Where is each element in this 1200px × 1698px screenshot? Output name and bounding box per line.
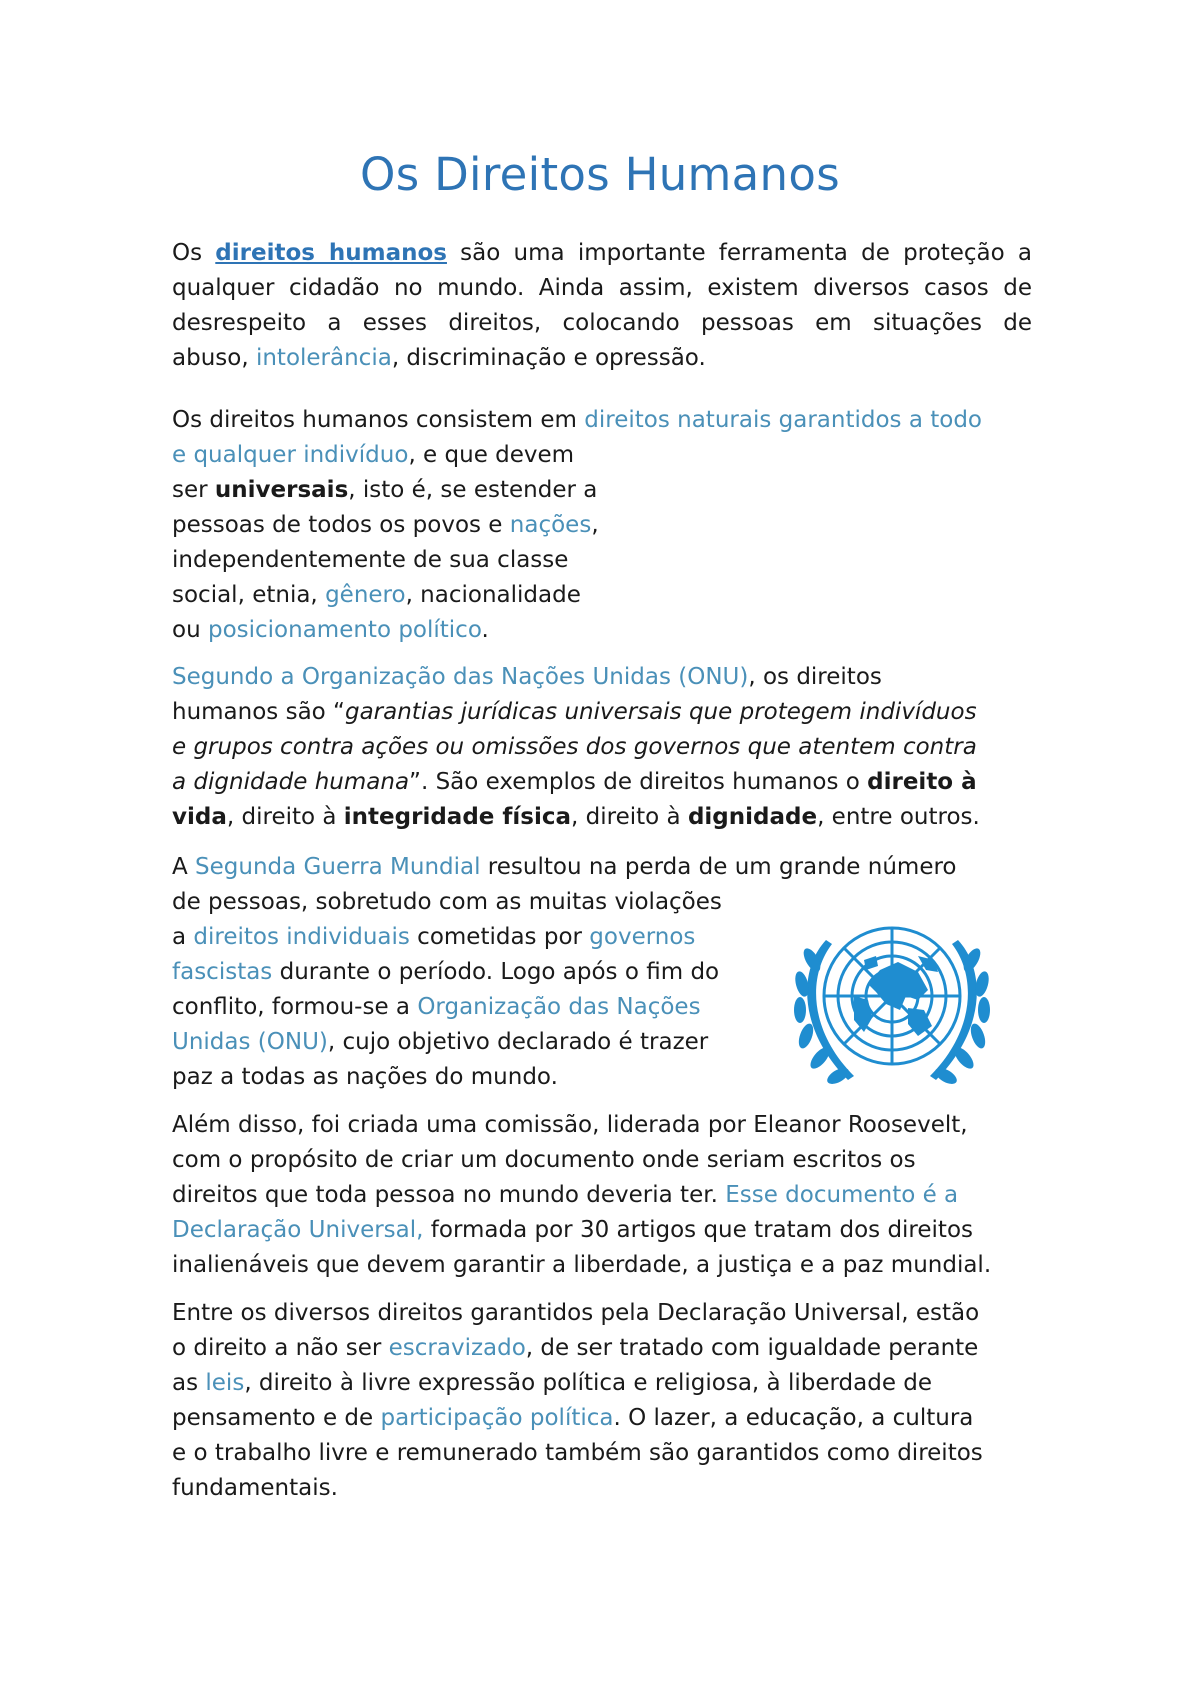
link-segundo-onu[interactable]: Segundo a Organização das Nações Unidas (ONU): [172, 664, 749, 690]
bold-term: vida: [172, 804, 227, 830]
paragraph-definition: [172, 403, 1032, 648]
text-run: , de ser tratado com igualdade perante: [525, 1335, 979, 1361]
text-line: [172, 613, 1032, 648]
link-direitos-humanos[interactable]: direitos humanos: [215, 240, 447, 266]
text-line: Entre os diversos direitos garantidos pela Declaração Universal, estão: [172, 1300, 980, 1326]
text-run: ”. São exemplos de direitos humanos o: [409, 769, 868, 795]
text-run: humanos são “: [172, 699, 345, 725]
text-run: , discriminação e opressão.: [391, 345, 706, 371]
link-posicionamento-politico[interactable]: posicionamento político: [207, 617, 482, 643]
link-governos-fascistas[interactable]: governos: [589, 924, 696, 950]
bold-term: direito à: [867, 769, 977, 795]
text-line: desrespeito a esses direitos, colocando pessoas em situações de: [172, 310, 1032, 336]
text-run: pessoas de todos os povos e: [172, 512, 510, 538]
text-run: , direito à livre expressão política e religiosa, à liberdade de: [244, 1370, 933, 1396]
text-line: [172, 403, 1032, 438]
link-governos-fascistas-cont[interactable]: fascistas: [172, 959, 273, 985]
text-line: e o trabalho livre e remunerado também são garantidos como direitos: [172, 1440, 983, 1466]
text-run: , cujo objetivo declarado é trazer: [327, 1029, 709, 1055]
text-line: de pessoas, sobretudo com as muitas violações: [172, 889, 722, 915]
text-line: [172, 578, 1032, 613]
bold-term: integridade física: [343, 804, 572, 830]
text-run: formada por 30 artigos que tratam dos direitos: [423, 1217, 973, 1243]
link-organizacao-nacoes-unidas[interactable]: Organização das Nações: [417, 994, 701, 1020]
text-run: conflito, formou-se a: [172, 994, 418, 1020]
italic-quote: e grupos contra ações ou omissões dos governos que atentem contra: [172, 734, 977, 760]
link-leis[interactable]: leis: [205, 1370, 245, 1396]
text-run: direitos que toda pessoa no mundo deveria ter.: [172, 1182, 726, 1208]
text-run: .: [481, 617, 489, 643]
text-line: [172, 850, 1032, 885]
text-run: cometidas por: [409, 924, 590, 950]
text-run: ser: [172, 477, 215, 503]
text-run: durante o período. Logo após o fim do: [272, 959, 720, 985]
text-line: qualquer cidadão no mundo. Ainda assim, existem diversos casos de: [172, 275, 1032, 301]
text-line: paz a todas as nações do mundo.: [172, 1064, 558, 1090]
text-run: ou: [172, 617, 208, 643]
link-participacao-politica[interactable]: participação política: [380, 1405, 614, 1431]
text-line: [172, 438, 1032, 473]
text-line: [172, 730, 1032, 765]
italic-quote: a dignidade humana: [172, 769, 410, 795]
text-run: pensamento e de: [172, 1405, 381, 1431]
text-line: Além disso, foi criada uma comissão, liderada por Eleanor Roosevelt,: [172, 1112, 968, 1138]
link-direitos-naturais[interactable]: direitos naturais garantidos a todo: [584, 407, 982, 433]
text-run: , nacionalidade: [405, 582, 581, 608]
link-esse-documento[interactable]: Esse documento é a: [725, 1182, 959, 1208]
text-run: a: [172, 924, 194, 950]
text-run: Os: [172, 240, 216, 266]
text-run: . O lazer, a educação, a cultura: [613, 1405, 974, 1431]
link-nacoes[interactable]: nações: [509, 512, 592, 538]
text-line: [172, 1366, 1032, 1401]
text-line: fundamentais.: [172, 1475, 338, 1501]
text-run: , direito à: [571, 804, 688, 830]
text-run: ,: [591, 512, 599, 538]
text-line: [172, 1213, 1032, 1248]
italic-quote: garantias jurídicas universais que protegem indivíduos: [344, 699, 977, 725]
paragraph-rights-list: [172, 1296, 1032, 1506]
link-qualquer-individuo[interactable]: e qualquer indivíduo: [172, 442, 409, 468]
link-escravizado[interactable]: escravizado: [388, 1335, 526, 1361]
text-line: [172, 473, 1032, 508]
text-line: [172, 1331, 1032, 1366]
text-line: inalienáveis que devem garantir a liberdade, a justiça e a paz mundial.: [172, 1252, 992, 1278]
un-emblem-icon: [768, 900, 1016, 1100]
text-line: [172, 660, 1032, 695]
text-run: , e que devem: [408, 442, 575, 468]
paragraph-onu-definition: [172, 660, 1032, 835]
text-run: abuso,: [172, 345, 256, 371]
link-genero[interactable]: gênero: [325, 582, 406, 608]
text-line: independentemente de sua classe: [172, 547, 569, 573]
text-run: resultou na perda de um grande número: [480, 854, 957, 880]
text-line: [172, 695, 1032, 730]
text-run: , isto é, se estender a: [348, 477, 598, 503]
text-run: as: [172, 1370, 206, 1396]
text-run: , direito à: [226, 804, 344, 830]
text-run: são uma importante ferramenta de proteção a: [446, 240, 1032, 266]
link-organizacao-nacoes-unidas-cont[interactable]: Unidas (ONU): [172, 1029, 328, 1055]
link-direitos-individuais[interactable]: direitos individuais: [193, 924, 410, 950]
text-line: [172, 236, 1032, 271]
text-line: [172, 800, 1032, 835]
text-line: com o propósito de criar um documento onde seriam escritos os: [172, 1147, 916, 1173]
paragraph-declaration: [172, 1108, 1032, 1283]
text-line: [172, 508, 1032, 543]
link-segunda-guerra[interactable]: Segunda Guerra Mundial: [195, 854, 481, 880]
text-run: o direito a não ser: [172, 1335, 389, 1361]
bold-term: dignidade: [687, 804, 818, 830]
text-run: , entre outros.: [817, 804, 980, 830]
text-run: , os direitos: [748, 664, 882, 690]
paragraph-intro: [172, 236, 1032, 376]
text-run: social, etnia,: [172, 582, 326, 608]
text-line: [172, 1178, 1032, 1213]
link-intolerancia[interactable]: intolerância: [255, 345, 392, 371]
text-line: [172, 1401, 1032, 1436]
link-declaracao-universal[interactable]: Declaração Universal,: [172, 1217, 424, 1243]
page-title: Os Direitos Humanos: [360, 148, 840, 201]
bold-term: universais: [214, 477, 349, 503]
text-line: [172, 765, 1032, 800]
text-line: [172, 341, 1032, 376]
text-run: A: [172, 854, 196, 880]
text-run: Os direitos humanos consistem em: [172, 407, 585, 433]
